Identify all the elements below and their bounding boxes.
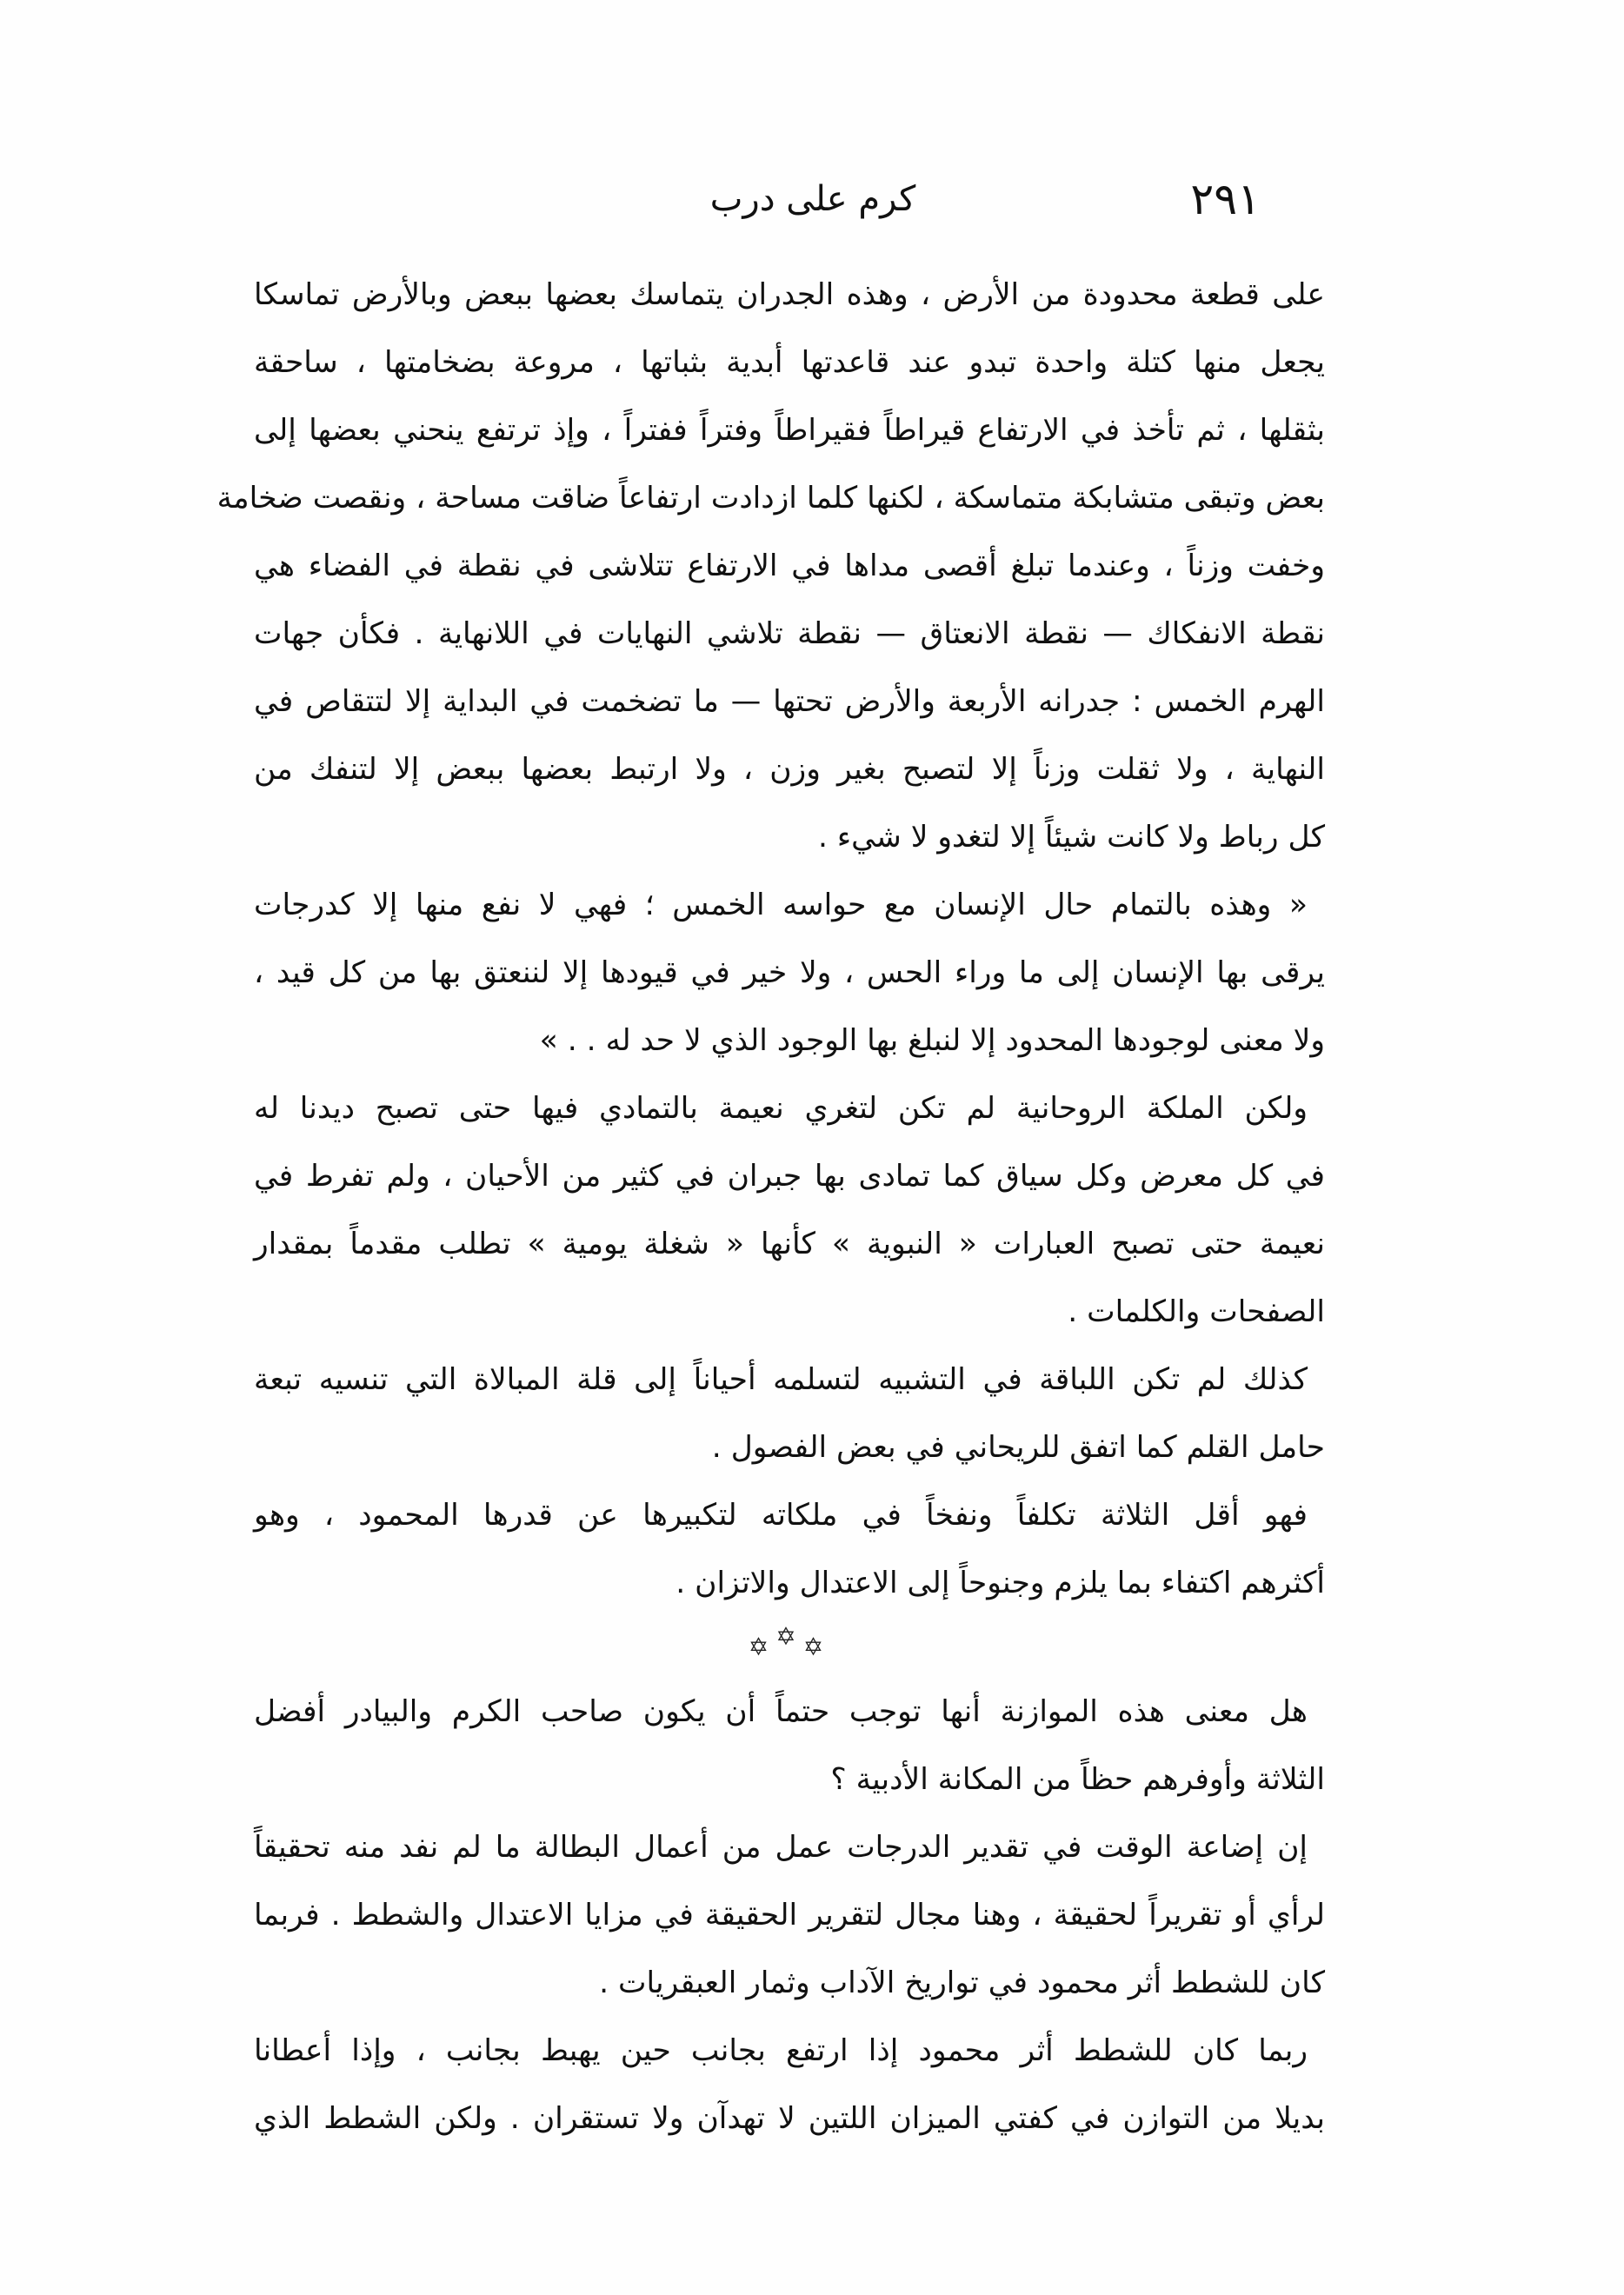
page-header (261, 174, 1365, 243)
text-line: ولكن الملكة الروحانية لم تكن لتغري نعيمة بالتمادي فيها حتى تصبح ديدنا له (254, 1091, 1308, 1126)
text-line: كل رباط ولا كانت شيئاً إلا لتغدو لا شيء . (817, 820, 1325, 855)
star-icon: ✡ (748, 1633, 776, 1661)
page-number: ٢٩١ (1190, 174, 1261, 224)
text-line: نعيمة حتى تصبح العبارات « النبوية » كأنها « شغلة يومية » تطلب مقدماً بمقدار (254, 1227, 1325, 1261)
text-line: الهرم الخمس : جدرانه الأربعة والأرض تحتها — ما تضخمت في البداية إلا لتتقاص في (254, 684, 1325, 719)
paragraph (254, 1346, 1325, 1481)
text-line: بديلا من التوازن في كفتي الميزان اللتين لا تهدآن ولا تستقران . ولكن الشطط الذي (254, 2101, 1325, 2136)
paragraph (254, 1813, 1325, 2017)
text-line: يرقى بها الإنسان إلى ما وراء الحس ، ولا خير في قيودها إلا لننعتق بها من كل قيد ، (254, 955, 1325, 990)
text-line: بثقلها ، ثم تأخذ في الارتفاع قيراطاً فقيراطاً وفتراً ففتراً ، وإذ ترتفع ينحني بعضها إلى (254, 413, 1325, 448)
text-line: لرأي أو تقريراً لحقيقة ، وهنا مجال لتقرير الحقيقة في مزايا الاعتدال والشطط . فربما (254, 1898, 1325, 1932)
text-line: على قطعة محدودة من الأرض ، وهذه الجدران يتماسك بعضها ببعض وبالأرض تماسكا (254, 277, 1325, 312)
body-text (216, 261, 1325, 2152)
text-line: الثلاثة وأوفرهم حظاً من المكانة الأدبية ؟ (830, 1762, 1325, 1797)
text-line: النهاية ، ولا ثقلت وزناً إلا لتصبح بغير وزن ، ولا ارتبط بعضها ببعض إلا لتنفك من (254, 752, 1325, 787)
text-line: فهو أقل الثلاثة تكلفاً ونفخاً في ملكاته لتكبيرها عن قدرها المحمود ، وهو (254, 1498, 1308, 1533)
text-line: بعض وتبقى متشابكة متماسكة ، لكنها كلما ازدادت ارتفاعاً ضاقت مساحة ، ونقصت ضخامة (216, 481, 1325, 516)
paragraph (216, 261, 1325, 871)
paragraph (254, 871, 1325, 1074)
text-line: كان للشطط أثر محمود في تواريخ الآداب وثمار العبقريات . (599, 1966, 1325, 2000)
text-line: يجعل منها كتلة واحدة تبدو عند قاعدتها أبدية بثباتها ، مروعة بضخامتها ، ساحقة (254, 345, 1325, 380)
text-line: ربما كان للشطط أثر محمود إذا ارتفع بجانب حين يهبط بجانب ، وإذا أعطانا (254, 2033, 1308, 2068)
text-line: كذلك لم تكن اللباقة في التشبيه لتسلمه أحياناً إلى قلة المبالاة التي تنسيه تبعة (254, 1362, 1308, 1397)
text-line: إن إضاعة الوقت في تقدير الدرجات عمل من أعمال البطالة ما لم نفد منه تحقيقاً (254, 1830, 1308, 1865)
star-icon: ✡ (802, 1633, 831, 1661)
paragraph (254, 1074, 1325, 1346)
text-line: « وهذه بالتمام حال الإنسان مع حواسه الخمس ؛ فهي لا نفع منها إلا كدرجات (254, 888, 1308, 922)
text-line: حامل القلم كما اتفق للريحاني في بعض الفصول . (711, 1430, 1325, 1465)
star-icon: ✡ (775, 1622, 803, 1651)
text-line: ولا معنى لوجودها المحدود إلا لنبلغ بها الوجود الذي لا حد له . . » (539, 1023, 1325, 1058)
text-line: أكثرهم اكتفاء بما يلزم وجنوحاً إلى الاعتدال والاتزان . (676, 1566, 1325, 1600)
text-line: الصفحات والكلمات . (1068, 1294, 1325, 1329)
section-separator (254, 1617, 1325, 1678)
paragraph (254, 2017, 1325, 2152)
text-line: نقطة الانفكاك — نقطة الانعتاق — نقطة تلاشي النهايات في اللانهاية . فكأن جهات (254, 616, 1325, 651)
paragraph (254, 1481, 1325, 1617)
paragraph (254, 1678, 1325, 1813)
text-line: في كل معرض وكل سياق كما تمادى بها جبران في كثير من الأحيان ، ولم تفرط في (254, 1159, 1325, 1194)
text-line: وخفت وزناً ، وعندما تبلغ أقصى مداها في الارتفاع تتلاشى في نقطة في الفضاء هي (254, 549, 1325, 583)
running-title: كرم على درب (709, 179, 916, 219)
text-line: هل معنى هذه الموازنة أنها توجب حتماً أن يكون صاحب الكرم والبيادر أفضل (254, 1694, 1308, 1729)
